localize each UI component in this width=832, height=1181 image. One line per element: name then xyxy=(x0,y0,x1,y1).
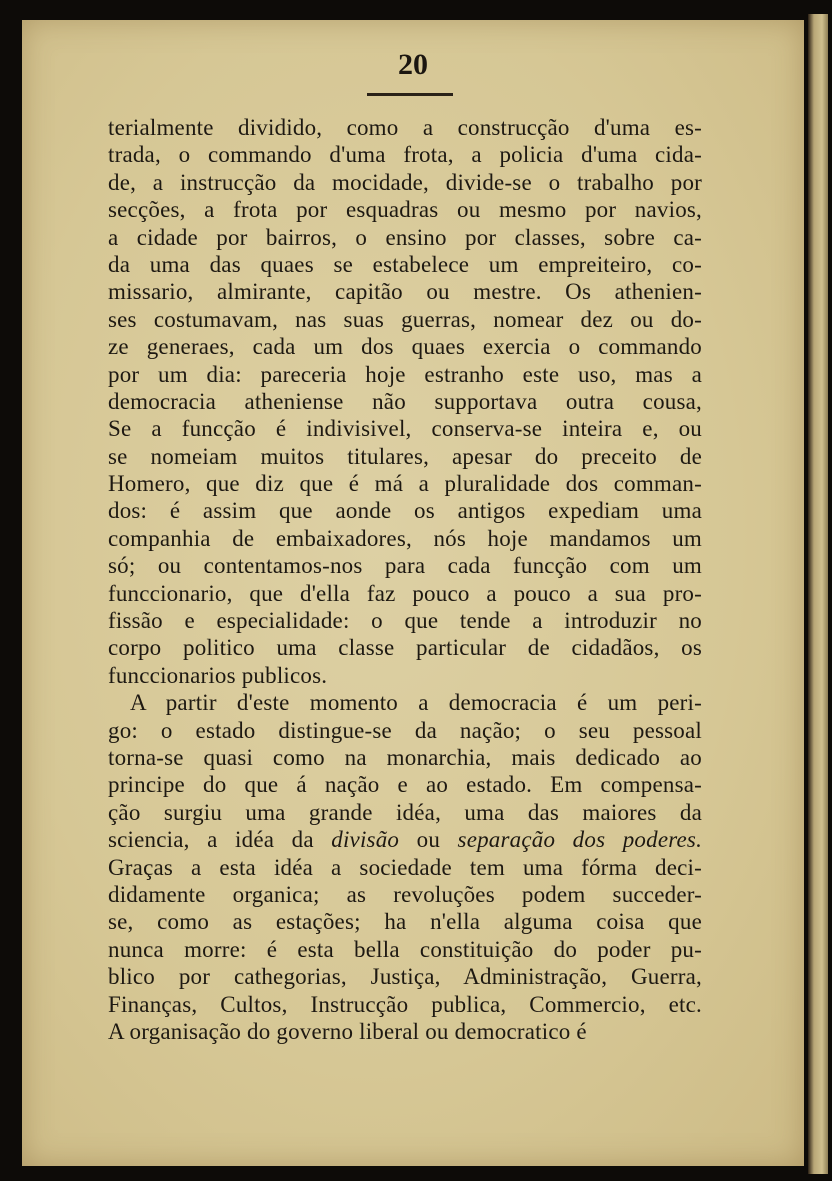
text-line: corpo politico uma classe particular de cidadãos, os xyxy=(108,635,702,661)
text-line: da uma das quaes se estabelece um empreiteiro, co- xyxy=(108,251,702,277)
text-line: missario, almirante, capitão ou mestre. Os athenien- xyxy=(108,279,702,305)
text-line: torna-se quasi como na monarchia, mais dedicado ao xyxy=(108,744,702,770)
text-line: trada, o commando d'uma frota, a policia d'uma cida- xyxy=(108,142,702,168)
italic-term: separação dos poderes. xyxy=(457,827,703,853)
text-line: só; ou contentamos-nos para cada funcção com um xyxy=(108,553,702,579)
text-line: nunca morre: é esta bella constituição do poder pu- xyxy=(108,936,702,962)
text-line: se, como as estações; ha n'ella alguma coisa que xyxy=(108,909,702,935)
text-line xyxy=(108,826,702,853)
text-line: go: o estado distingue-se da nação; o seu pessoal xyxy=(108,717,702,743)
text-line: companhia de embaixadores, nós hoje mandamos um xyxy=(108,525,702,551)
text-line: A organisação do governo liberal ou democratico é xyxy=(108,1018,587,1044)
text-line: a cidade por bairros, o ensino por classes, sobre ca- xyxy=(108,224,702,250)
text-line: fissão e especialidade: o que tende a introduzir no xyxy=(108,608,702,634)
text-line: A partir d'este momento a democracia é um peri- xyxy=(130,690,702,716)
page-number: 20 xyxy=(398,48,428,81)
italic-term: divisão xyxy=(331,827,400,853)
text-line: secções, a frota por esquadras ou mesmo por navios, xyxy=(108,197,702,223)
text-fragment: sciencia, a idéa da xyxy=(108,827,314,853)
text-line: democracia atheniense não supportava outra cousa, xyxy=(108,388,702,414)
text-line: ses costumavam, nas suas guerras, nomear dez ou do- xyxy=(108,306,702,332)
text-line: por um dia: pareceria hoje estranho este uso, mas a xyxy=(108,361,702,387)
text-line: ção surgiu uma grande idéa, uma das maiores da xyxy=(108,799,702,825)
text-line: funccionarios publicos. xyxy=(108,662,328,688)
text-line: se nomeiam muitos titulares, apesar do preceito de xyxy=(108,443,702,469)
adjacent-page-edge xyxy=(808,14,828,1174)
text-line: ze generaes, cada um dos quaes exercia o commando xyxy=(108,334,702,360)
text-line: Graças a esta idéa a sociedade tem uma fórma deci- xyxy=(108,854,702,880)
text-fragment: ou xyxy=(416,827,441,853)
body-text xyxy=(108,114,702,1045)
text-line: principe do que á nação e ao estado. Em compensa- xyxy=(108,772,702,798)
text-line: didamente organica; as revoluções podem succeder- xyxy=(108,881,702,907)
text-line: funccionario, que d'ella faz pouco a pouco a sua pro- xyxy=(108,580,702,606)
book-page xyxy=(22,20,804,1166)
text-line: blico por cathegorias, Justiça, Administração, Guerra, xyxy=(108,964,702,990)
text-line: terialmente dividido, como a construcção d'uma es- xyxy=(108,115,702,140)
page-number-rule xyxy=(367,93,453,96)
text-line: dos: é assim que aonde os antigos expediam uma xyxy=(108,498,702,524)
text-line: Homero, que diz que é má a pluralidade dos comman- xyxy=(108,471,702,497)
text-line: Finanças, Cultos, Instrucção publica, Commercio, etc. xyxy=(108,991,702,1017)
text-line: Se a funcção é indivisivel, conserva-se inteira e, ou xyxy=(108,416,702,442)
text-line: de, a instrucção da mocidade, divide-se o trabalho por xyxy=(108,169,702,195)
